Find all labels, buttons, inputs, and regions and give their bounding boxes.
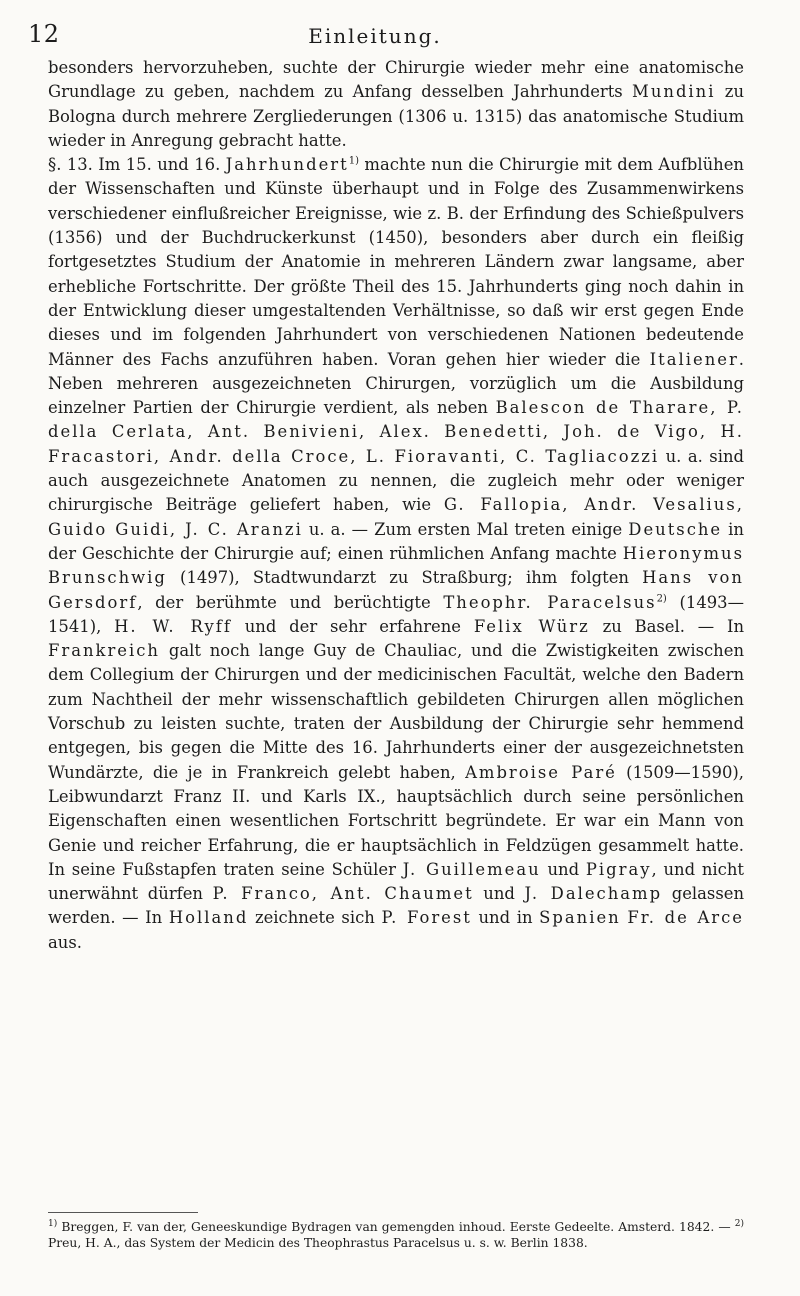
footnote-divider [48,1212,198,1213]
person-name: Pigray [585,859,652,879]
footnote-1: Breggen, F. van der, Geneeskundige Bydragen van gemengden inhoud. Eerste Gedeelte. Amsterd. 1842. — [61,1220,731,1235]
person-names: P. Franco, Ant. Chaumet [212,884,474,904]
emphasis: Holland [168,908,249,928]
text-run: und [473,884,525,904]
person-name: Hans von Gersdorf [48,568,744,612]
text-run: galt noch lange Guy de Chauliac, und die Zwistigkeiten zwischen dem Collegium der Chirurgen und der medicinischen Facultät, welche den Badern zum Nachtheil der mehr wissenschaftlich gebildeten Chirurgen allen möglichen Vorschub zu leisten suchte, traten der Ausbildung der Chirurgie sehr hemmend entgegen, bis gegen die Mitte des 16. Jahrhunderts einer der ausgezeichnetsten Wundärzte, die je in Frankreich gelebt haben, [48,641,744,782]
text-run: , der berühmte und berüchtigte [137,592,444,612]
text-run: (1497), Stadtwundarzt zu Straßburg; ihm folgten [166,568,643,588]
text-run: zu Bologna durch mehrere Zergliederungen (1306 u. 1315) das anatomische Studium wieder in Anregung gebracht hatte. [48,82,744,150]
text-run: u. a. — Zum ersten Mal treten einige [302,519,629,539]
footnote-marker: 2) [734,1219,744,1229]
main-text [48,56,744,955]
text-run: , und nicht unerwähnt dürfen [48,859,744,904]
text-run: . Neben mehreren ausgezeichneten Chirurgen, vorzüglich um die Ausbildung einzelner Partien der Chirurgie verdient, als neben [48,349,744,418]
text-run: machte nun die Chirurgie mit dem Aufblühen der Wissenschaften und Künste überhaupt und in Folge des Zusammenwirkens verschiedener einflußreicher Ereignisse, wie z. B. der Erfindung des Schießpulvers (1356) und der Buchdruckerkunst (1450), besonders aber durch ein fleißig fortgesetztes Studium der Anatomie in mehreren Ländern zwar langsame, aber erhebliche Fortschritte. Der größte Theil des 15. Jahrhunderts ging noch dahin in der Entwicklung dieser umgestaltenden Verhältnisse, so daß wir erst gegen Ende dieses und im folgenden Jahrhundert von verschiedenen Nationen bedeutende Männer des Fachs anzuführen haben. Voran gehen hier wieder die [48,155,744,369]
text-run: besonders hervorzuheben, suchte der Chirurgie wieder mehr eine anatomische Grundlage zu geben, nachdem zu Anfang desselben Jahrhunderts [48,58,744,102]
text-run: aus. [48,932,82,952]
person-names: Balescon de Tharare, P. della Cerlata, Ant. Benivieni, Alex. Benedetti, Joh. de Vigo, H. Fracastori, Andr. della Croce, L. Fioravanti, C. Tagliacozzi [48,398,744,466]
text-run: und [540,859,586,879]
footnote-marker: 1) [48,1219,58,1229]
page-number: 12 [28,20,60,48]
paragraph-2 [48,153,744,955]
text-run: in der Geschichte der Chirurgie auf; einen rühmlichen Anfang machte [48,519,744,563]
running-head: Einleitung. [308,24,442,48]
person-names: G. Fallopia, Andr. Vesalius, Guido Guidi, J. C. Aranzi [48,495,744,539]
text-run: §. 13. Im 15. und 16. [48,155,226,175]
text-run: zeichnete sich [248,908,382,928]
person-name: Mundini [632,82,716,102]
footnote-2: Preu, H. A., das System der Medicin des Theophrastus Paracelsus u. s. w. Berlin 1838. [48,1236,588,1251]
emphasis: Italiener [649,349,739,369]
person-name: P. Forest [381,908,472,928]
person-name: Hieronymus Brunschwig [48,543,744,588]
emphasis: Deutsche [628,519,723,539]
text-run: zu Basel. — In [589,616,745,636]
text-run: (1493—1541), [48,592,744,636]
person-name: J. Dalechamp [524,884,663,904]
text-run: gelassen werden. — In [48,884,745,928]
text-run: und der sehr erfahrene [231,616,474,636]
paragraph-1 [48,56,744,153]
footnote-ref: 2) [656,593,667,605]
emphasis: Spanien [539,908,621,928]
person-name: Felix Würz [473,616,590,636]
person-name: Theophr. Paracelsus [443,592,657,612]
emphasis: Jahrhundert [225,155,349,175]
page-header [28,20,722,50]
person-name: Ambroise Paré [465,762,617,782]
footnote-ref: 1) [348,155,359,167]
text-run: (1509—1590), Leibwundarzt Franz II. und Karls IX., hauptsächlich durch seine persönlichen Eigenschaften einen wesentlichen Fortschritt begründete. Er war ein Mann von Genie und reicher Erfahrung, die er hauptsächlich in Feldzügen gesammelt hatte. In seine Fußstapfen traten seine Schüler [48,762,744,879]
person-name: J. Guillemeau [402,859,541,879]
person-name: H. W. Ryff [114,616,232,636]
text-run: und in [471,908,540,928]
emphasis: Frankreich [48,641,160,661]
footnote-text [48,1216,744,1251]
text-run: u. a. sind auch ausgezeichnete Anatomen zu nennen, die zugleich mehr oder weniger chirurgische Beiträge geliefert haben, wie [48,446,744,515]
footnotes [48,1216,744,1251]
person-name: Fr. de Arce [627,908,744,928]
